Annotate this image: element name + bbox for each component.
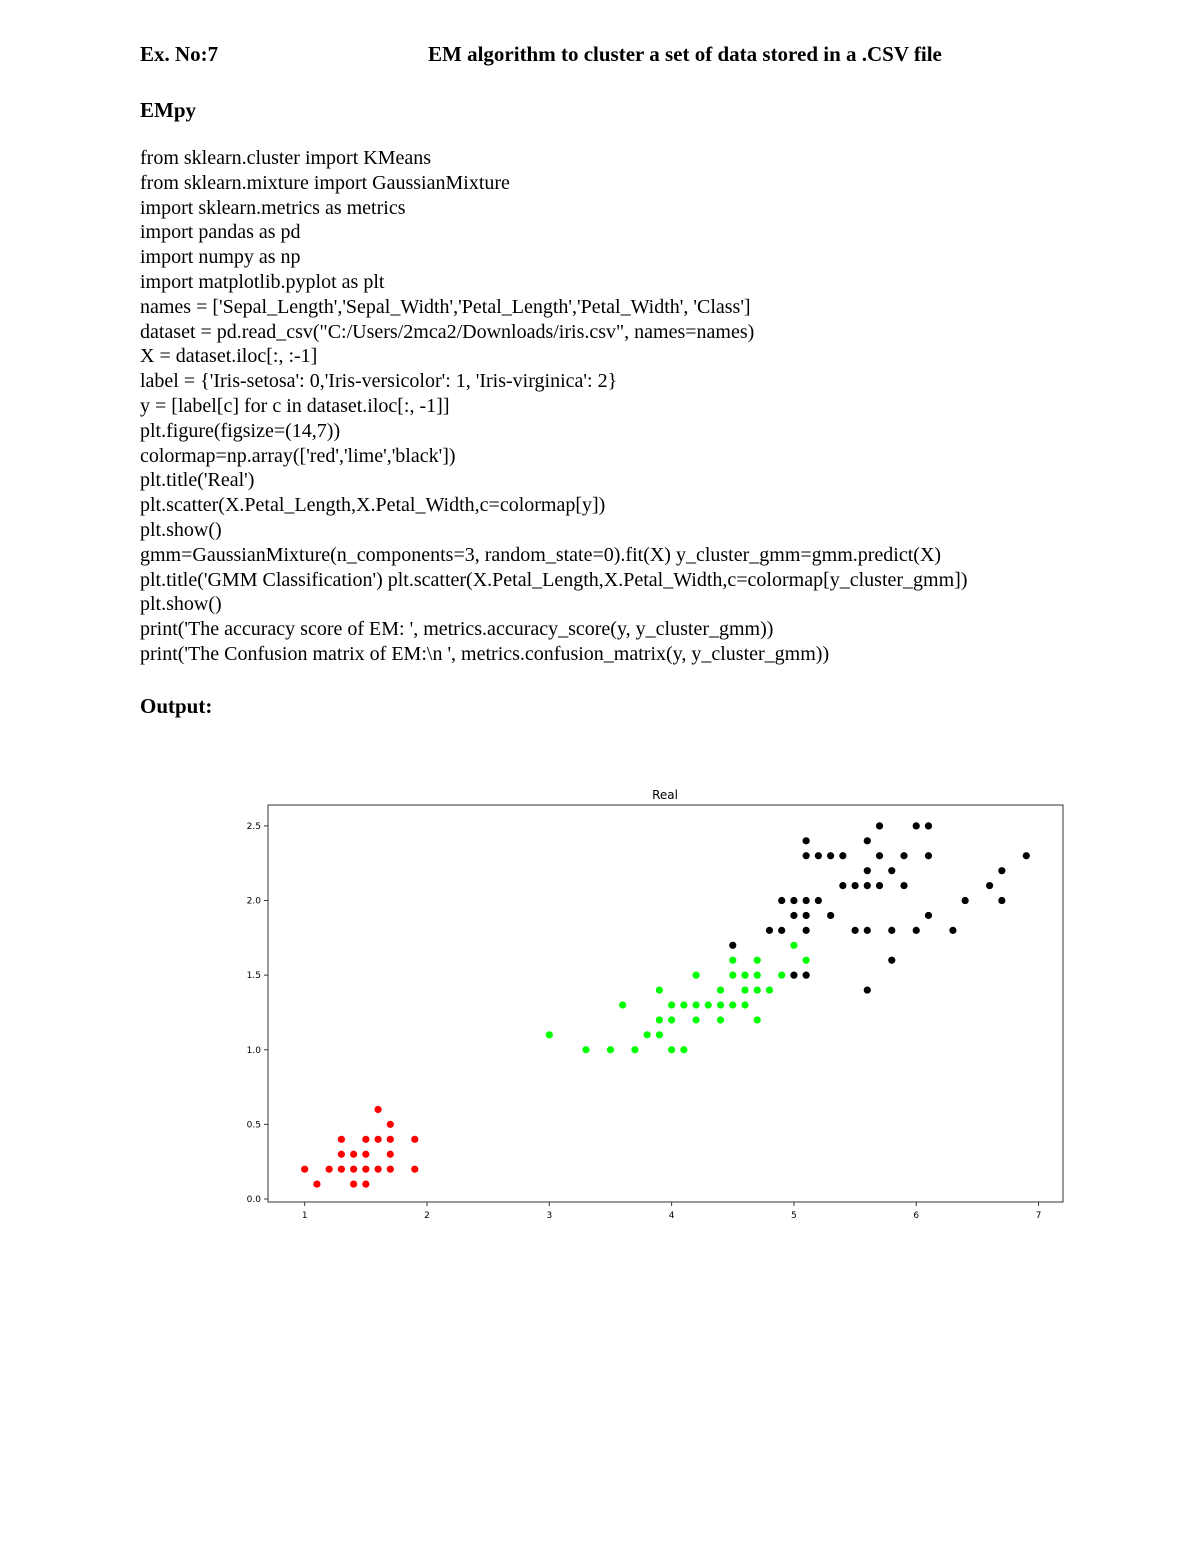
document-title: EM algorithm to cluster a set of data stored in a .CSV file <box>428 42 942 66</box>
data-point <box>350 1166 357 1173</box>
data-point <box>803 912 810 919</box>
data-point <box>900 852 907 859</box>
data-point <box>913 822 920 829</box>
code-line: import sklearn.metrics as metrics <box>140 196 406 219</box>
data-point <box>362 1180 369 1187</box>
data-point <box>607 1046 614 1053</box>
data-point <box>815 852 822 859</box>
data-point <box>411 1166 418 1173</box>
x-tick-label: 1 <box>301 1211 308 1221</box>
code-line: print('The Confusion matrix of EM:\n ', metrics.confusion_matrix(y, y_cluster_gmm)) <box>140 642 830 665</box>
data-point <box>986 882 993 889</box>
code-block <box>140 146 1100 667</box>
code-line: X = dataset.iloc[:, :-1] <box>140 345 318 368</box>
data-point <box>546 1031 553 1038</box>
output-heading: Output: <box>140 694 213 718</box>
data-point <box>362 1136 369 1143</box>
document-header <box>140 42 1060 72</box>
data-point <box>619 1001 626 1008</box>
code-line: plt.scatter(X.Petal_Length,X.Petal_Width,c=colormap[y]) <box>140 494 606 517</box>
data-point <box>680 1001 687 1008</box>
data-point <box>778 927 785 934</box>
data-point <box>387 1136 394 1143</box>
data-point <box>851 882 858 889</box>
scatter-chart <box>225 782 1085 1222</box>
data-point <box>374 1106 381 1113</box>
data-point <box>729 1001 736 1008</box>
y-tick-label: 2.0 <box>246 896 261 907</box>
data-point <box>350 1180 357 1187</box>
y-tick-label: 1.5 <box>246 971 261 982</box>
code-line: dataset = pd.read_csv("C:/Users/2mca2/Downloads/iris.csv", names=names) <box>140 320 755 343</box>
data-point <box>656 1016 663 1023</box>
data-point <box>717 1016 724 1023</box>
data-point <box>741 1001 748 1008</box>
data-point <box>888 957 895 964</box>
code-line: plt.title('Real') <box>140 469 255 492</box>
data-point <box>582 1046 589 1053</box>
code-line: import matplotlib.pyplot as plt <box>140 270 385 293</box>
data-point <box>925 912 932 919</box>
file-heading: EMpy <box>140 98 197 122</box>
data-point <box>803 897 810 904</box>
data-point <box>998 867 1005 874</box>
data-point <box>705 1001 712 1008</box>
code-line: plt.show() <box>140 593 222 616</box>
y-tick-label: 1.0 <box>246 1045 261 1056</box>
data-point <box>790 972 797 979</box>
code-line: colormap=np.array(['red','lime','black']) <box>140 444 456 467</box>
data-point <box>864 927 871 934</box>
data-point <box>729 942 736 949</box>
data-point <box>754 972 761 979</box>
data-point <box>766 986 773 993</box>
data-point <box>338 1166 345 1173</box>
data-point <box>692 1016 699 1023</box>
data-point <box>729 972 736 979</box>
data-point <box>350 1151 357 1158</box>
data-point <box>888 927 895 934</box>
data-point <box>301 1166 308 1173</box>
x-tick-label: 7 <box>1035 1211 1042 1221</box>
data-point <box>913 927 920 934</box>
data-point <box>1023 852 1030 859</box>
data-point <box>962 897 969 904</box>
data-point <box>803 927 810 934</box>
data-point <box>876 822 883 829</box>
code-line: import numpy as np <box>140 246 301 269</box>
data-point <box>387 1151 394 1158</box>
data-point <box>790 897 797 904</box>
data-point <box>864 837 871 844</box>
data-point <box>680 1046 687 1053</box>
data-point <box>790 942 797 949</box>
data-point <box>864 986 871 993</box>
data-point <box>754 957 761 964</box>
data-point <box>998 897 1005 904</box>
data-point <box>778 897 785 904</box>
data-point <box>827 912 834 919</box>
data-point <box>864 867 871 874</box>
data-point <box>668 1016 675 1023</box>
code-line: plt.show() <box>140 518 222 541</box>
data-point <box>949 927 956 934</box>
data-point <box>374 1136 381 1143</box>
data-point <box>754 1016 761 1023</box>
data-point <box>717 986 724 993</box>
data-point <box>362 1166 369 1173</box>
code-line: plt.title('GMM Classification') plt.scatter(X.Petal_Length,X.Petal_Width,c=colormap[y_cluster_gmm]) <box>140 568 968 591</box>
data-point <box>839 852 846 859</box>
data-point <box>888 867 895 874</box>
code-line: y = [label[c] for c in dataset.iloc[:, -1]] <box>140 394 450 417</box>
code-line: gmm=GaussianMixture(n_components=3, random_state=0).fit(X) y_cluster_gmm=gmm.predict(X) <box>140 543 942 566</box>
data-point <box>631 1046 638 1053</box>
data-point <box>644 1031 651 1038</box>
data-point <box>387 1166 394 1173</box>
x-tick-label: 3 <box>546 1211 553 1221</box>
data-point <box>374 1166 381 1173</box>
data-point <box>803 957 810 964</box>
chart-title: Real <box>652 788 678 802</box>
data-point <box>900 882 907 889</box>
code-line: from sklearn.mixture import GaussianMixture <box>140 171 510 194</box>
code-line: plt.figure(figsize=(14,7)) <box>140 419 341 442</box>
data-point <box>815 897 822 904</box>
code-line: names = ['Sepal_Length','Sepal_Width','Petal_Length','Petal_Width', 'Class'] <box>140 295 751 318</box>
data-point <box>876 882 883 889</box>
data-point <box>925 852 932 859</box>
data-point <box>766 927 773 934</box>
x-tick-label: 6 <box>913 1211 920 1221</box>
data-point <box>778 972 785 979</box>
data-point <box>692 1001 699 1008</box>
data-point <box>313 1180 320 1187</box>
data-point <box>411 1136 418 1143</box>
x-tick-label: 5 <box>791 1211 797 1221</box>
data-point <box>741 972 748 979</box>
data-point <box>839 882 846 889</box>
data-point <box>326 1166 333 1173</box>
x-tick-label: 4 <box>668 1211 675 1221</box>
code-line: from sklearn.cluster import KMeans <box>140 147 432 169</box>
data-point <box>338 1151 345 1158</box>
data-point <box>729 957 736 964</box>
data-point <box>387 1121 394 1128</box>
code-line: print('The accuracy score of EM: ', metrics.accuracy_score(y, y_cluster_gmm)) <box>140 618 774 641</box>
data-point <box>851 927 858 934</box>
data-point <box>692 972 699 979</box>
data-point <box>790 912 797 919</box>
data-point <box>668 1001 675 1008</box>
data-point <box>925 822 932 829</box>
data-point <box>717 1001 724 1008</box>
data-point <box>656 1031 663 1038</box>
x-tick-label: 2 <box>424 1211 430 1221</box>
data-point <box>338 1136 345 1143</box>
data-point <box>827 852 834 859</box>
exercise-number: Ex. No:7 <box>140 42 219 66</box>
y-tick-label: 0.5 <box>246 1120 261 1131</box>
y-tick-label: 2.5 <box>246 821 261 832</box>
data-point <box>668 1046 675 1053</box>
code-line: import pandas as pd <box>140 221 301 244</box>
data-point <box>876 852 883 859</box>
data-point <box>754 986 761 993</box>
data-point <box>864 882 871 889</box>
plot-area <box>268 805 1063 1202</box>
data-point <box>656 986 663 993</box>
code-line: label = {'Iris-setosa': 0,'Iris-versicolor': 1, 'Iris-virginica': 2} <box>140 370 618 393</box>
data-point <box>741 986 748 993</box>
y-tick-label: 0.0 <box>246 1195 261 1206</box>
data-point <box>803 972 810 979</box>
data-point <box>362 1151 369 1158</box>
data-point <box>803 852 810 859</box>
data-point <box>803 837 810 844</box>
